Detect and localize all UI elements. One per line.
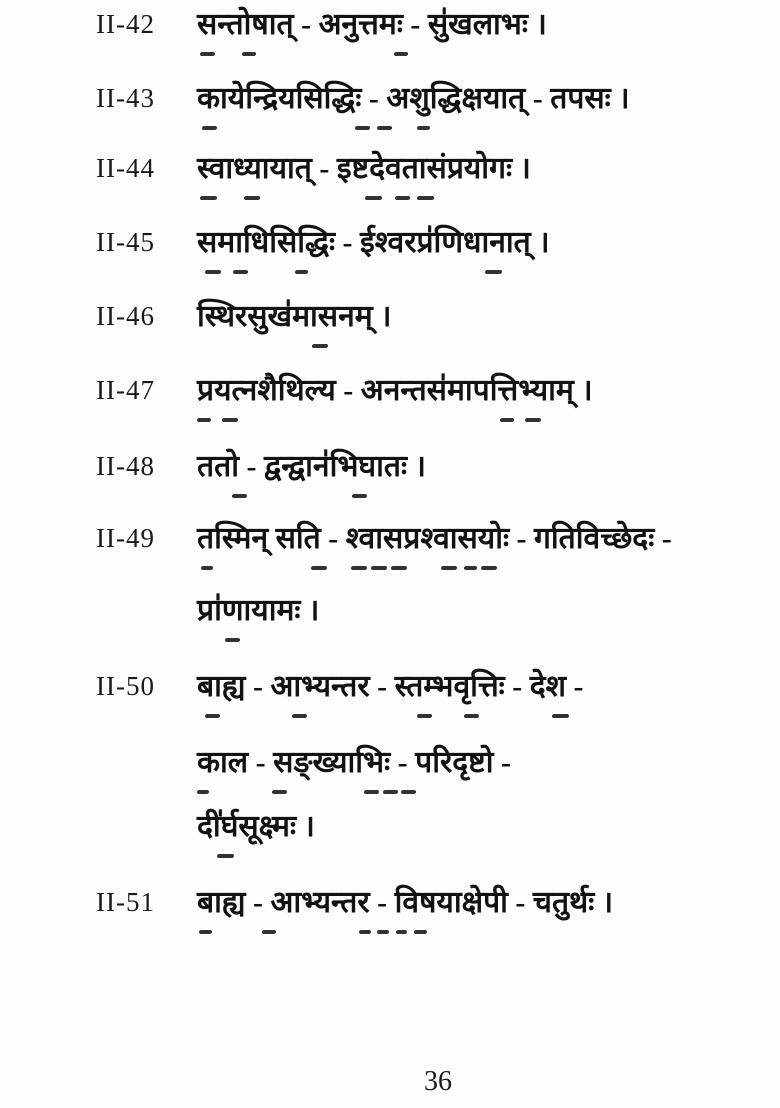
- sutra-number: II-47: [96, 375, 155, 405]
- emphasis-dash: [222, 418, 239, 422]
- sutra-text: बाह्य - आभ्यन्तर - स्तम्भवृत्तिः - देश -: [197, 670, 584, 703]
- emphasis-dash: [396, 930, 408, 934]
- emphasis-dash: [394, 52, 409, 56]
- emphasis-dashes: [197, 854, 757, 862]
- emphasis-dash: [401, 790, 417, 794]
- emphasis-dash: [242, 52, 257, 56]
- emphasis-dashes: [197, 196, 757, 204]
- emphasis-dash: [295, 270, 309, 274]
- sutra-row: [0, 520, 780, 582]
- sutra-text: प्रा॑णायामः ।: [197, 594, 320, 627]
- emphasis-dashes: [197, 494, 757, 502]
- emphasis-dashes: [197, 566, 757, 574]
- emphasis-dashes: [197, 418, 757, 426]
- emphasis-dash: [377, 126, 393, 130]
- emphasis-dash: [312, 344, 329, 348]
- emphasis-dash: [417, 714, 433, 718]
- emphasis-dashes: [197, 638, 757, 646]
- sutra-number: II-43: [96, 83, 155, 113]
- emphasis-dash: [311, 566, 328, 570]
- emphasis-dash: [205, 714, 221, 718]
- emphasis-dash: [232, 494, 248, 498]
- emphasis-dash: [200, 52, 216, 56]
- sutra-number: II-42: [96, 9, 155, 39]
- emphasis-dash: [272, 790, 288, 794]
- emphasis-dash: [197, 790, 210, 794]
- sutra-number: II-49: [96, 523, 155, 553]
- emphasis-dash: [359, 930, 372, 934]
- page-number: 36: [424, 1066, 452, 1097]
- emphasis-dash: [377, 930, 390, 934]
- emphasis-dash: [217, 854, 235, 858]
- emphasis-dash: [365, 196, 383, 200]
- emphasis-dash: [391, 566, 408, 570]
- emphasis-dash: [464, 566, 478, 570]
- sutra-text: ततो - द्वन्द्वान॑भिघातः ।: [197, 450, 426, 483]
- sutra-row-continuation: [0, 744, 780, 806]
- emphasis-dashes: [197, 52, 757, 60]
- emphasis-dash: [355, 126, 371, 130]
- sutra-row: [0, 884, 780, 946]
- sutra-text: समाधिसिद्धिः - ईश्वरप्र॑णिधानात् ।: [197, 226, 550, 259]
- sutra-row: [0, 298, 780, 360]
- emphasis-dash: [201, 566, 214, 570]
- emphasis-dash: [383, 790, 399, 794]
- emphasis-dash: [417, 196, 435, 200]
- sutra-number: II-45: [96, 227, 155, 257]
- sutra-text: काल - सङ्ख्याभिः - परिदृष्टो -: [197, 746, 511, 779]
- emphasis-dash: [414, 930, 428, 934]
- sutra-text: सन्तोषात् - अनुत्तमः - सु॑खलाभः ।: [197, 8, 547, 41]
- emphasis-dashes: [197, 270, 757, 278]
- sutra-row: [0, 668, 780, 730]
- emphasis-dashes: [197, 790, 757, 798]
- sutra-number: II-51: [96, 887, 155, 917]
- emphasis-dash: [225, 638, 241, 642]
- emphasis-dashes: [197, 930, 757, 938]
- emphasis-dash: [364, 790, 380, 794]
- sutra-row: [0, 448, 780, 510]
- sutra-number: II-46: [96, 301, 155, 331]
- sutra-text: कायेन्द्रियसिद्धिः - अशुद्धिक्षयात् - तपसः ।: [197, 82, 630, 115]
- sutra-text: स्वाध्यायात् - इष्टदेवतासंप्रयोगः ।: [197, 152, 531, 185]
- sutra-text: स्थिरसुख॑मासनम् ।: [197, 300, 392, 333]
- sutra-row: [0, 6, 780, 68]
- emphasis-dashes: [197, 126, 757, 134]
- sutra-number: II-48: [96, 451, 155, 481]
- emphasis-dash: [417, 126, 431, 130]
- emphasis-dash: [500, 418, 515, 422]
- emphasis-dash: [292, 714, 308, 718]
- emphasis-dash: [197, 418, 212, 422]
- emphasis-dashes: [197, 714, 757, 722]
- emphasis-dash: [199, 930, 213, 934]
- sutra-row: [0, 372, 780, 434]
- emphasis-dash: [351, 566, 368, 570]
- emphasis-dash: [552, 714, 570, 718]
- emphasis-dash: [233, 270, 249, 274]
- emphasis-dash: [202, 126, 218, 130]
- sutra-text: दी॑र्घसूक्ष्मः ।: [197, 810, 315, 843]
- emphasis-dash: [525, 418, 542, 422]
- sutra-number: II-50: [96, 671, 155, 701]
- emphasis-dashes: [197, 344, 757, 352]
- emphasis-dash: [352, 494, 368, 498]
- sutra-text: प्रयत्नशैथिल्य - अनन्तस॑मापत्तिभ्याम् ।: [197, 374, 593, 407]
- emphasis-dash: [485, 270, 503, 274]
- sutra-number: II-44: [96, 153, 155, 183]
- sutra-row-continuation: [0, 808, 780, 870]
- emphasis-dash: [481, 566, 498, 570]
- emphasis-dash: [395, 196, 411, 200]
- emphasis-dash: [371, 566, 388, 570]
- sutra-text: तस्मिन् सति - श्वासप्रश्वासयोः - गतिविच्छेदः -: [197, 522, 672, 555]
- sutra-row: [0, 150, 780, 212]
- emphasis-dash: [464, 714, 480, 718]
- sutra-row: [0, 224, 780, 286]
- sutra-row-continuation: [0, 592, 780, 654]
- emphasis-dash: [205, 270, 222, 274]
- sutra-text: बाह्य - आभ्यन्तर - विषयाक्षेपी - चतुर्थः ।: [197, 886, 614, 919]
- emphasis-dash: [200, 196, 218, 200]
- emphasis-dash: [244, 196, 261, 200]
- emphasis-dash: [441, 566, 458, 570]
- sutra-row: [0, 80, 780, 142]
- emphasis-dash: [262, 930, 277, 934]
